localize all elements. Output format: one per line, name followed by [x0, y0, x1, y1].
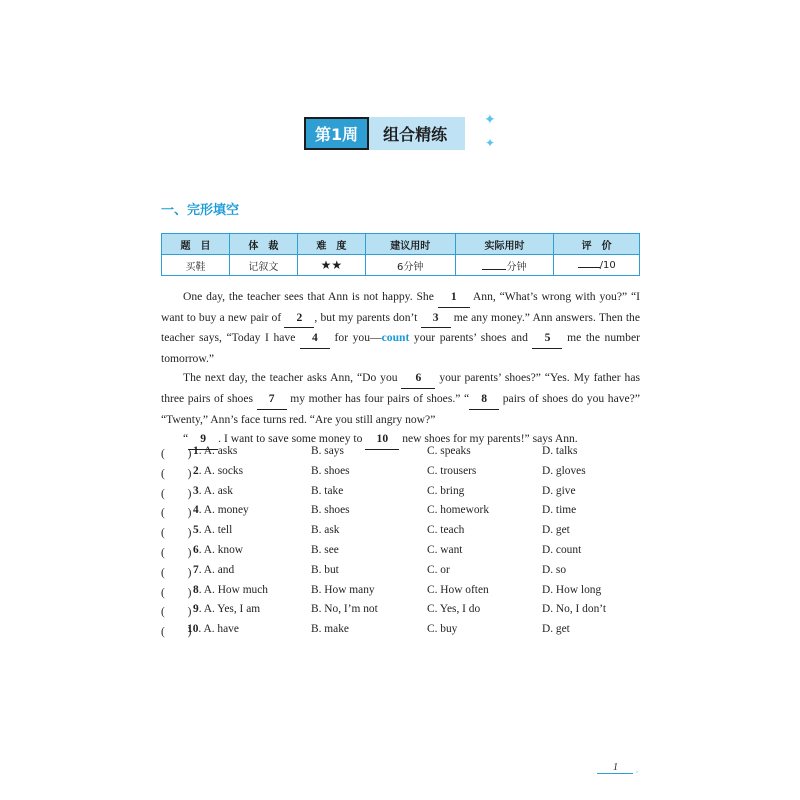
highlight-word: count [381, 331, 410, 345]
question-option-c: C. How often [427, 583, 489, 596]
answer-paren[interactable]: ( ) [161, 507, 192, 520]
passage-text: . I want to save some money to [218, 432, 366, 446]
option-a-text: A. How much [203, 583, 269, 596]
question-option-d: D. give [542, 484, 576, 497]
question-option-b: B. shoes [311, 504, 350, 517]
answer-paren[interactable]: ( ) [161, 487, 192, 500]
question-option-d: D. time [542, 504, 577, 517]
passage-text: me any money.” Ann answers. Then the teacher says, “Today I have [161, 310, 640, 345]
question-number: 9 [193, 603, 199, 616]
answer-paren[interactable]: ( ) [161, 448, 192, 460]
question-option-a: 1. A. asks [193, 445, 238, 457]
sparkle-icon: ✦ [485, 136, 496, 150]
question-option-d: D. so [542, 563, 567, 576]
score-cell [554, 255, 640, 276]
score-suffix: /10 [599, 259, 616, 271]
topic-cell: 买鞋 [162, 255, 230, 276]
passage-text: your parents’ shoes?” “Yes. My father has three pairs of shoes [161, 371, 640, 405]
blank-3: 3 [421, 308, 451, 329]
question-number: 7 [193, 563, 199, 576]
question-option-c: C. want [427, 543, 463, 556]
question-option-c: C. homework [427, 504, 490, 517]
footer-dot-icon: ◦ [635, 769, 639, 776]
question-option-c: C. buy [427, 623, 458, 636]
sparkle-icon: ✦ [484, 112, 496, 128]
option-a-text: A. tell [203, 524, 233, 537]
question-option-a: 7. A. and [193, 563, 235, 576]
passage-text: One day, the teacher sees that Ann is not happy. She [183, 290, 438, 303]
question-option-b: B. make [311, 623, 349, 636]
passage-paragraph-2 [161, 368, 640, 429]
actual-time-cell [455, 255, 554, 276]
question-row [161, 445, 640, 465]
section-title: 一、完形填空 [161, 203, 240, 218]
table-header: 评 价 [554, 234, 640, 255]
question-option-a: 5. A. tell [193, 524, 233, 537]
question-option-b: B. see [311, 543, 339, 556]
question-option-d: D. count [542, 543, 582, 556]
table-row [162, 255, 640, 276]
question-option-c: C. speaks [427, 445, 471, 457]
question-option-d: D. gloves [542, 464, 586, 477]
question-number: 4 [193, 504, 199, 517]
option-a-text: A. Yes, I am [203, 603, 261, 616]
question-option-b: B. says [311, 445, 344, 457]
question-option-b: B. No, I’m not [311, 603, 378, 616]
blank-2: 2 [284, 308, 314, 329]
question-option-a: 2. A. socks [193, 464, 244, 477]
question-option-a: 9. A. Yes, I am [193, 603, 261, 616]
answer-paren[interactable]: ( ) [161, 546, 192, 559]
passage-text: The next day, the teacher asks Ann, “Do you [183, 371, 402, 385]
passage-text: new shoes for my parents!” says Ann. [399, 432, 578, 446]
passage-paragraph-1 [161, 287, 640, 368]
genre-cell: 记叙文 [229, 255, 297, 276]
passage [161, 287, 640, 450]
passage-text: me the number tomorrow.” [161, 331, 640, 365]
question-option-d: D. talks [542, 445, 578, 457]
question-option-c: C. bring [427, 484, 465, 497]
blank-7: 7 [257, 389, 287, 410]
week-banner [304, 117, 465, 150]
question-row [161, 623, 640, 643]
option-a-text: A. know [203, 543, 244, 556]
question-number: 6 [193, 543, 199, 556]
passage-text: your parents’ shoes and [409, 331, 533, 345]
answer-paren[interactable]: ( ) [161, 527, 192, 540]
question-option-a: 4. A. money [193, 504, 249, 517]
question-row [161, 544, 640, 564]
question-row [161, 465, 640, 485]
question-option-b: B. but [311, 563, 339, 576]
answer-paren[interactable]: ( ) [161, 586, 192, 599]
question-number: 1 [193, 445, 199, 457]
blank-9: 9 [188, 429, 218, 450]
footer-rule [597, 773, 633, 774]
question-option-a: 3. A. ask [193, 484, 233, 497]
question-row [161, 564, 640, 584]
answer-paren[interactable]: ( ) [161, 467, 192, 480]
week-label: 第1周 [304, 117, 369, 150]
banner-title: 组合精练 [369, 117, 465, 150]
actual-time-suffix: 分钟 [506, 261, 527, 273]
question-row [161, 524, 640, 544]
option-a-text: A. asks [203, 445, 238, 457]
suggested-time-cell: 6分钟 [365, 255, 455, 276]
blank-10: 10 [365, 429, 399, 450]
question-option-d: D. get [542, 524, 570, 537]
table-header: 体 裁 [229, 234, 297, 255]
passage-text: pairs of shoes do you have?” “Twenty,” Ann’s face turns red. “Are you still angry now?” [161, 391, 640, 426]
table-header: 题 目 [162, 234, 230, 255]
question-option-c: C. or [427, 563, 450, 576]
actual-time-blank[interactable] [482, 269, 506, 270]
question-row [161, 584, 640, 604]
question-row [161, 504, 640, 524]
question-option-d: D. get [542, 623, 570, 636]
question-option-d: D. How long [542, 583, 602, 596]
question-number: 3 [193, 484, 199, 497]
option-a-text: A. have [203, 623, 239, 636]
question-row [161, 603, 640, 623]
option-a-text: A. money [203, 504, 249, 517]
passage-text: Ann, “What’s wrong with you?” “I want to buy a new pair of [161, 290, 641, 324]
question-option-b: B. take [311, 484, 344, 497]
question-option-b: B. How many [311, 583, 375, 596]
blank-5: 5 [532, 328, 562, 349]
question-option-b: B. shoes [311, 464, 350, 477]
table-header: 建议用时 [365, 234, 455, 255]
passage-text: my mother has four pairs of shoes.” “ [286, 391, 470, 405]
option-a-text: A. ask [203, 484, 233, 497]
blank-8: 8 [469, 389, 499, 410]
passage-text: “ [183, 432, 189, 446]
question-option-c: C. trousers [427, 464, 477, 477]
difficulty-cell: ★★ [297, 255, 365, 276]
blank-4: 4 [300, 328, 330, 349]
info-table [161, 233, 640, 276]
question-option-a: 6. A. know [193, 543, 244, 556]
blank-6: 6 [401, 368, 435, 389]
table-header-row [162, 234, 640, 255]
score-blank[interactable] [578, 267, 600, 268]
blank-1: 1 [438, 287, 470, 308]
passage-text: , but my parents don’t [314, 310, 421, 324]
answer-paren[interactable]: ( ) [161, 566, 192, 579]
question-number: 5 [193, 524, 199, 537]
table-header: 实际用时 [455, 234, 554, 255]
page-number: 1 [613, 762, 618, 773]
answer-paren[interactable]: ( ) [161, 626, 192, 639]
question-number: 2 [193, 464, 199, 477]
question-number: 8 [193, 583, 199, 596]
option-a-text: A. socks [203, 464, 244, 477]
answer-paren[interactable]: ( ) [161, 606, 192, 619]
question-number: 10 [187, 623, 199, 636]
question-option-a: 10. A. have [187, 623, 239, 636]
passage-text: for you— [329, 331, 382, 345]
question-list [161, 445, 640, 643]
table-header: 难 度 [297, 234, 365, 255]
question-option-b: B. ask [311, 524, 340, 537]
question-option-c: C. Yes, I do [427, 603, 481, 616]
option-a-text: A. and [203, 563, 235, 576]
question-option-c: C. teach [427, 524, 465, 537]
question-row [161, 485, 640, 505]
question-option-d: D. No, I don’t [542, 603, 607, 616]
question-option-a: 8. A. How much [193, 583, 269, 596]
